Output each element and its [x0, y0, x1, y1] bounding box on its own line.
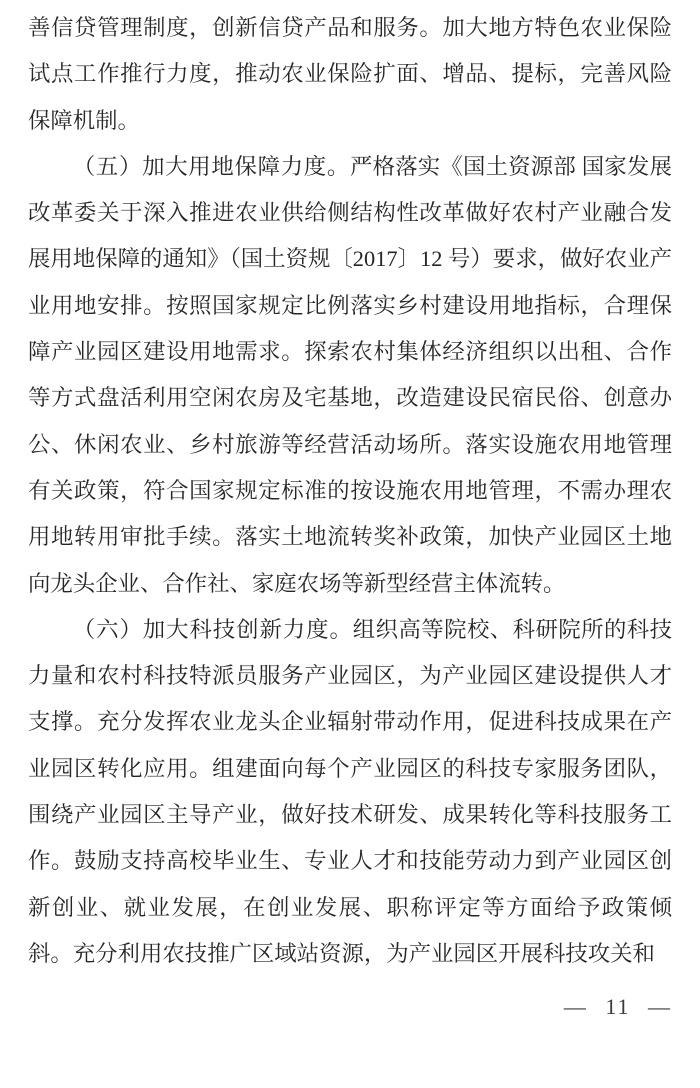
- section-5-text: 严格落实《国土资源部 国家发展改革委关于深入推进农业供给侧结构性改革做好农村产业融合发展用地保障的通知》（国土资规〔2017〕12 号）要求，做好农业产业用地安排。按照国家规定比例落实乡村建设用地指标，合理保障产业园区建设用地需求。探索农村集体经济组织以出租、合作等方式盘活利用空闲农房及宅基地，改造建设民宿民俗、创意办公、休闲农业、乡村旅游等经营活动场所。落实设施农用地管理有关政策，符合国家规定标准的按设施农用地管理，不需办理农用地转用审批手续。落实土地流转奖补政策，加快产业园区土地向龙头企业、合作社、家庭农场等新型经营主体流转。: [28, 153, 672, 596]
- page-number: — 11 —: [563, 994, 672, 1019]
- section-6-heading: （六）加大科技创新力度。: [72, 616, 353, 642]
- paragraph-section-5: [28, 144, 672, 607]
- paragraph-section-6: [28, 607, 672, 977]
- section-6-text: 组织高等院校、科研院所的科技力量和农村科技特派员服务产业园区，为产业园区建设提供人才支撑。充分发挥农业龙头企业辐射带动作用，促进科技成果在产业园区转化应用。组建面向每个产业园区的科技专家服务团队，围绕产业园区主导产业，做好技术研发、成果转化等科技服务工作。鼓励支持高校毕业生、专业人才和技能劳动力到产业园区创新创业、就业发展，在创业发展、职称评定等方面给予政策倾斜。充分利用农技推广区域站资源，为产业园区开展科技攻关和: [28, 616, 673, 966]
- paragraph-continuation: [28, 5, 672, 144]
- section-5-heading: （五）加大用地保障力度。: [72, 153, 350, 179]
- document-body: [28, 5, 672, 977]
- paragraph-continuation-text: 善信贷管理制度，创新信贷产品和服务。加大地方特色农业保险试点工作推行力度，推动农业保险扩面、增品、提标，完善风险保障机制。: [28, 15, 672, 133]
